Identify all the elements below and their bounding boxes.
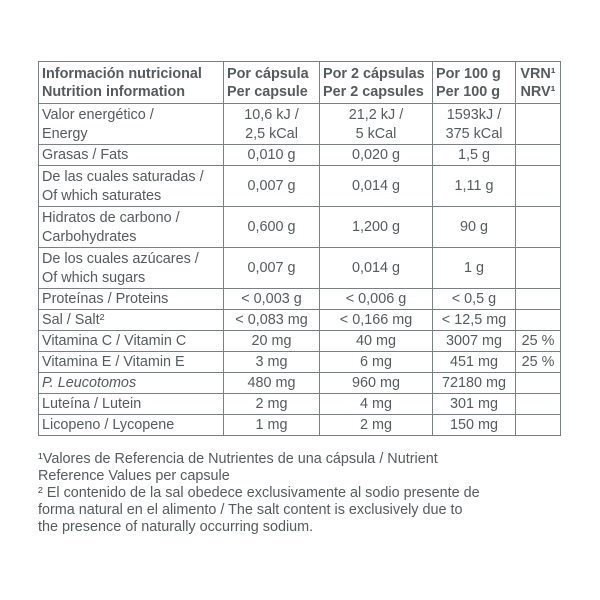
value-per-capsule-line: 2,5 kCal: [245, 125, 298, 142]
value-per-2-capsules: [320, 289, 433, 310]
row-label-line: Licopeno / Lycopene: [42, 417, 175, 434]
table-row: [39, 373, 561, 394]
value-per-capsule: [224, 207, 320, 248]
value-nrv: [516, 352, 561, 373]
value-per-2-capsules-line: 1,200 g: [351, 219, 400, 236]
header-nutrition-info-line: Nutrition information: [42, 84, 186, 100]
value-per-capsule-line: 0,010 g: [247, 147, 296, 164]
header-per-100g-line: Por 100 g: [436, 65, 501, 82]
value-per-2-capsules-line: 40 mg: [356, 333, 396, 350]
row-label-line: Grasas / Fats: [42, 147, 129, 164]
value-per-100g: [433, 331, 516, 352]
value-per-capsule: [224, 104, 320, 145]
value-per-capsule-line: 3 mg: [255, 354, 288, 371]
nutrition-panel: [38, 61, 560, 536]
value-per-100g: [433, 373, 516, 394]
value-per-capsule: [224, 373, 320, 394]
table-row: [39, 104, 561, 145]
footnote-line: the presence of naturally occurring sodium.: [38, 519, 314, 535]
value-per-capsule-line: < 0,083 mg: [235, 312, 308, 329]
header-per-2-capsules-line: Per 2 capsules: [323, 84, 424, 100]
value-nrv: [516, 373, 561, 394]
row-label-line: Of which saturates: [42, 187, 162, 204]
value-nrv-line: 25 %: [521, 354, 555, 371]
value-per-2-capsules-line: 0,014 g: [351, 178, 400, 195]
header-per-capsule: [224, 62, 320, 104]
value-per-2-capsules: [320, 310, 433, 331]
footnotes: [38, 451, 560, 536]
footnote-line: ¹Valores de Referencia de Nutrientes de una cápsula / Nutrient: [38, 451, 438, 467]
row-label-line: Vitamina C / Vitamin C: [42, 333, 187, 350]
value-per-100g-line: 1,5 g: [457, 147, 490, 164]
footnote-line: Reference Values per capsule: [38, 468, 230, 484]
table-row: [39, 310, 561, 331]
value-per-100g-line: 451 mg: [450, 354, 498, 371]
value-per-2-capsules-line: 2 mg: [360, 417, 392, 434]
header-per-100g: [433, 62, 516, 104]
value-nrv: [516, 289, 561, 310]
row-label-line: Of which sugars: [42, 269, 146, 286]
header-per-100g-line: Per 100 g: [436, 84, 500, 100]
value-per-100g-line: 3007 mg: [445, 333, 502, 350]
value-per-100g-line: 72180 mg: [441, 375, 506, 392]
value-nrv: [516, 207, 561, 248]
header-nrv-line: NRV¹: [520, 84, 556, 100]
row-label: [39, 145, 224, 166]
table-header-row: [39, 62, 561, 104]
value-nrv: [516, 415, 561, 436]
value-per-2-capsules: [320, 207, 433, 248]
value-per-2-capsules-line: 6 mg: [360, 354, 392, 371]
footnote-line: forma natural en el alimento / The salt content is exclusively due to: [38, 502, 463, 518]
table-row: [39, 289, 561, 310]
value-per-capsule: [224, 331, 320, 352]
value-per-2-capsules-line: 0,014 g: [351, 260, 400, 277]
value-per-capsule: [224, 166, 320, 207]
row-label: [39, 394, 224, 415]
header-nutrition-info: [39, 62, 224, 104]
value-per-100g: [433, 310, 516, 331]
header-nutrition-info-line: Información nutricional: [42, 65, 202, 82]
value-per-100g: [433, 145, 516, 166]
row-label: [39, 415, 224, 436]
row-label: [39, 248, 224, 289]
value-nrv-line: 25 %: [521, 333, 555, 350]
value-per-2-capsules-line: 21,2 kJ /: [348, 107, 404, 123]
value-per-capsule-line: 20 mg: [251, 333, 292, 350]
header-per-capsule-line: Por cápsula: [227, 65, 309, 82]
value-per-capsule-line: 10,6 kJ /: [244, 107, 299, 123]
value-per-capsule: [224, 289, 320, 310]
value-per-capsule-line: 0,007 g: [247, 178, 296, 195]
footnote-1: [38, 451, 560, 485]
value-per-100g: [433, 394, 516, 415]
value-per-capsule-line: 480 mg: [247, 375, 296, 392]
table-row: [39, 145, 561, 166]
value-per-2-capsules: [320, 248, 433, 289]
value-per-capsule: [224, 310, 320, 331]
header-nrv-line: VRN¹: [520, 65, 556, 82]
header-per-2-capsules-line: Por 2 cápsulas: [323, 65, 425, 82]
value-per-capsule-line: 0,007 g: [247, 260, 296, 277]
row-label-line: Valor energético /: [42, 107, 154, 123]
value-per-100g: [433, 166, 516, 207]
row-label: [39, 207, 224, 248]
value-per-100g-line: 150 mg: [450, 417, 498, 434]
row-label: [39, 104, 224, 145]
value-per-capsule-line: 2 mg: [255, 396, 288, 413]
footnote-line: ² El contenido de la sal obedece exclusivamente al sodio presente de: [38, 485, 480, 501]
value-nrv: [516, 394, 561, 415]
header-per-2-capsules: [320, 62, 433, 104]
value-per-100g: [433, 415, 516, 436]
value-per-capsule: [224, 145, 320, 166]
row-label-line: Proteínas / Proteins: [42, 291, 169, 308]
row-label-line: De los cuales azúcares /: [42, 251, 199, 267]
value-per-100g-line: < 0,5 g: [451, 291, 497, 308]
value-per-2-capsules: [320, 373, 433, 394]
row-label: [39, 166, 224, 207]
table-row: [39, 248, 561, 289]
row-label: [39, 310, 224, 331]
value-per-capsule-line: < 0,003 g: [241, 291, 302, 308]
value-per-2-capsules-line: 5 kCal: [355, 125, 397, 142]
row-label: [39, 289, 224, 310]
row-label: [39, 373, 224, 394]
value-per-capsule: [224, 352, 320, 373]
row-label-line: Energy: [42, 125, 88, 142]
value-per-100g: [433, 104, 516, 145]
row-label: [39, 352, 224, 373]
value-per-capsule: [224, 248, 320, 289]
value-per-capsule: [224, 394, 320, 415]
value-per-2-capsules: [320, 166, 433, 207]
value-per-100g: [433, 248, 516, 289]
row-label-line: P. Leucotomos: [42, 375, 137, 392]
value-nrv: [516, 248, 561, 289]
value-per-100g-line: 1,11 g: [454, 178, 494, 195]
value-per-100g: [433, 289, 516, 310]
value-per-100g-line: 1 g: [463, 260, 484, 277]
value-per-capsule-line: 1 mg: [255, 417, 288, 434]
value-per-100g-line: 301 mg: [450, 396, 498, 413]
value-per-2-capsules: [320, 394, 433, 415]
value-per-100g-line: 90 g: [459, 219, 488, 236]
table-row: [39, 166, 561, 207]
value-nrv: [516, 331, 561, 352]
value-nrv: [516, 166, 561, 207]
value-nrv: [516, 310, 561, 331]
value-nrv: [516, 145, 561, 166]
footnote-2: [38, 485, 560, 536]
table-row: [39, 415, 561, 436]
row-label-line: Vitamina E / Vitamin E: [42, 354, 185, 371]
value-per-100g: [433, 207, 516, 248]
row-label-line: Luteína / Lutein: [42, 396, 142, 413]
value-per-2-capsules: [320, 145, 433, 166]
table-row: [39, 394, 561, 415]
table-row: [39, 352, 561, 373]
row-label-line: Sal / Salt²: [42, 312, 105, 329]
header-nrv: [516, 62, 561, 104]
row-label-line: Hidratos de carbono /: [42, 210, 180, 226]
row-label-line: Carbohydrates: [42, 228, 137, 245]
row-label: [39, 331, 224, 352]
table-row: [39, 207, 561, 248]
value-nrv: [516, 104, 561, 145]
value-per-2-capsules-line: 4 mg: [360, 396, 392, 413]
value-per-capsule: [224, 415, 320, 436]
value-per-100g-line: 1593kJ /: [446, 107, 502, 123]
value-per-2-capsules: [320, 331, 433, 352]
value-per-2-capsules-line: 0,020 g: [351, 147, 400, 164]
value-per-100g-line: < 12,5 mg: [441, 312, 507, 329]
value-per-2-capsules-line: < 0,006 g: [345, 291, 407, 308]
nutrition-table: [38, 61, 561, 436]
value-per-100g-line: 375 kCal: [445, 125, 503, 142]
table-row: [39, 331, 561, 352]
value-per-2-capsules: [320, 352, 433, 373]
value-per-2-capsules-line: < 0,166 mg: [339, 312, 413, 329]
value-per-capsule-line: 0,600 g: [247, 219, 296, 236]
row-label-line: De las cuales saturadas /: [42, 169, 204, 185]
value-per-100g: [433, 352, 516, 373]
value-per-2-capsules-line: 960 mg: [352, 375, 400, 392]
value-per-2-capsules: [320, 104, 433, 145]
value-per-2-capsules: [320, 415, 433, 436]
header-per-capsule-line: Per capsule: [227, 84, 308, 100]
